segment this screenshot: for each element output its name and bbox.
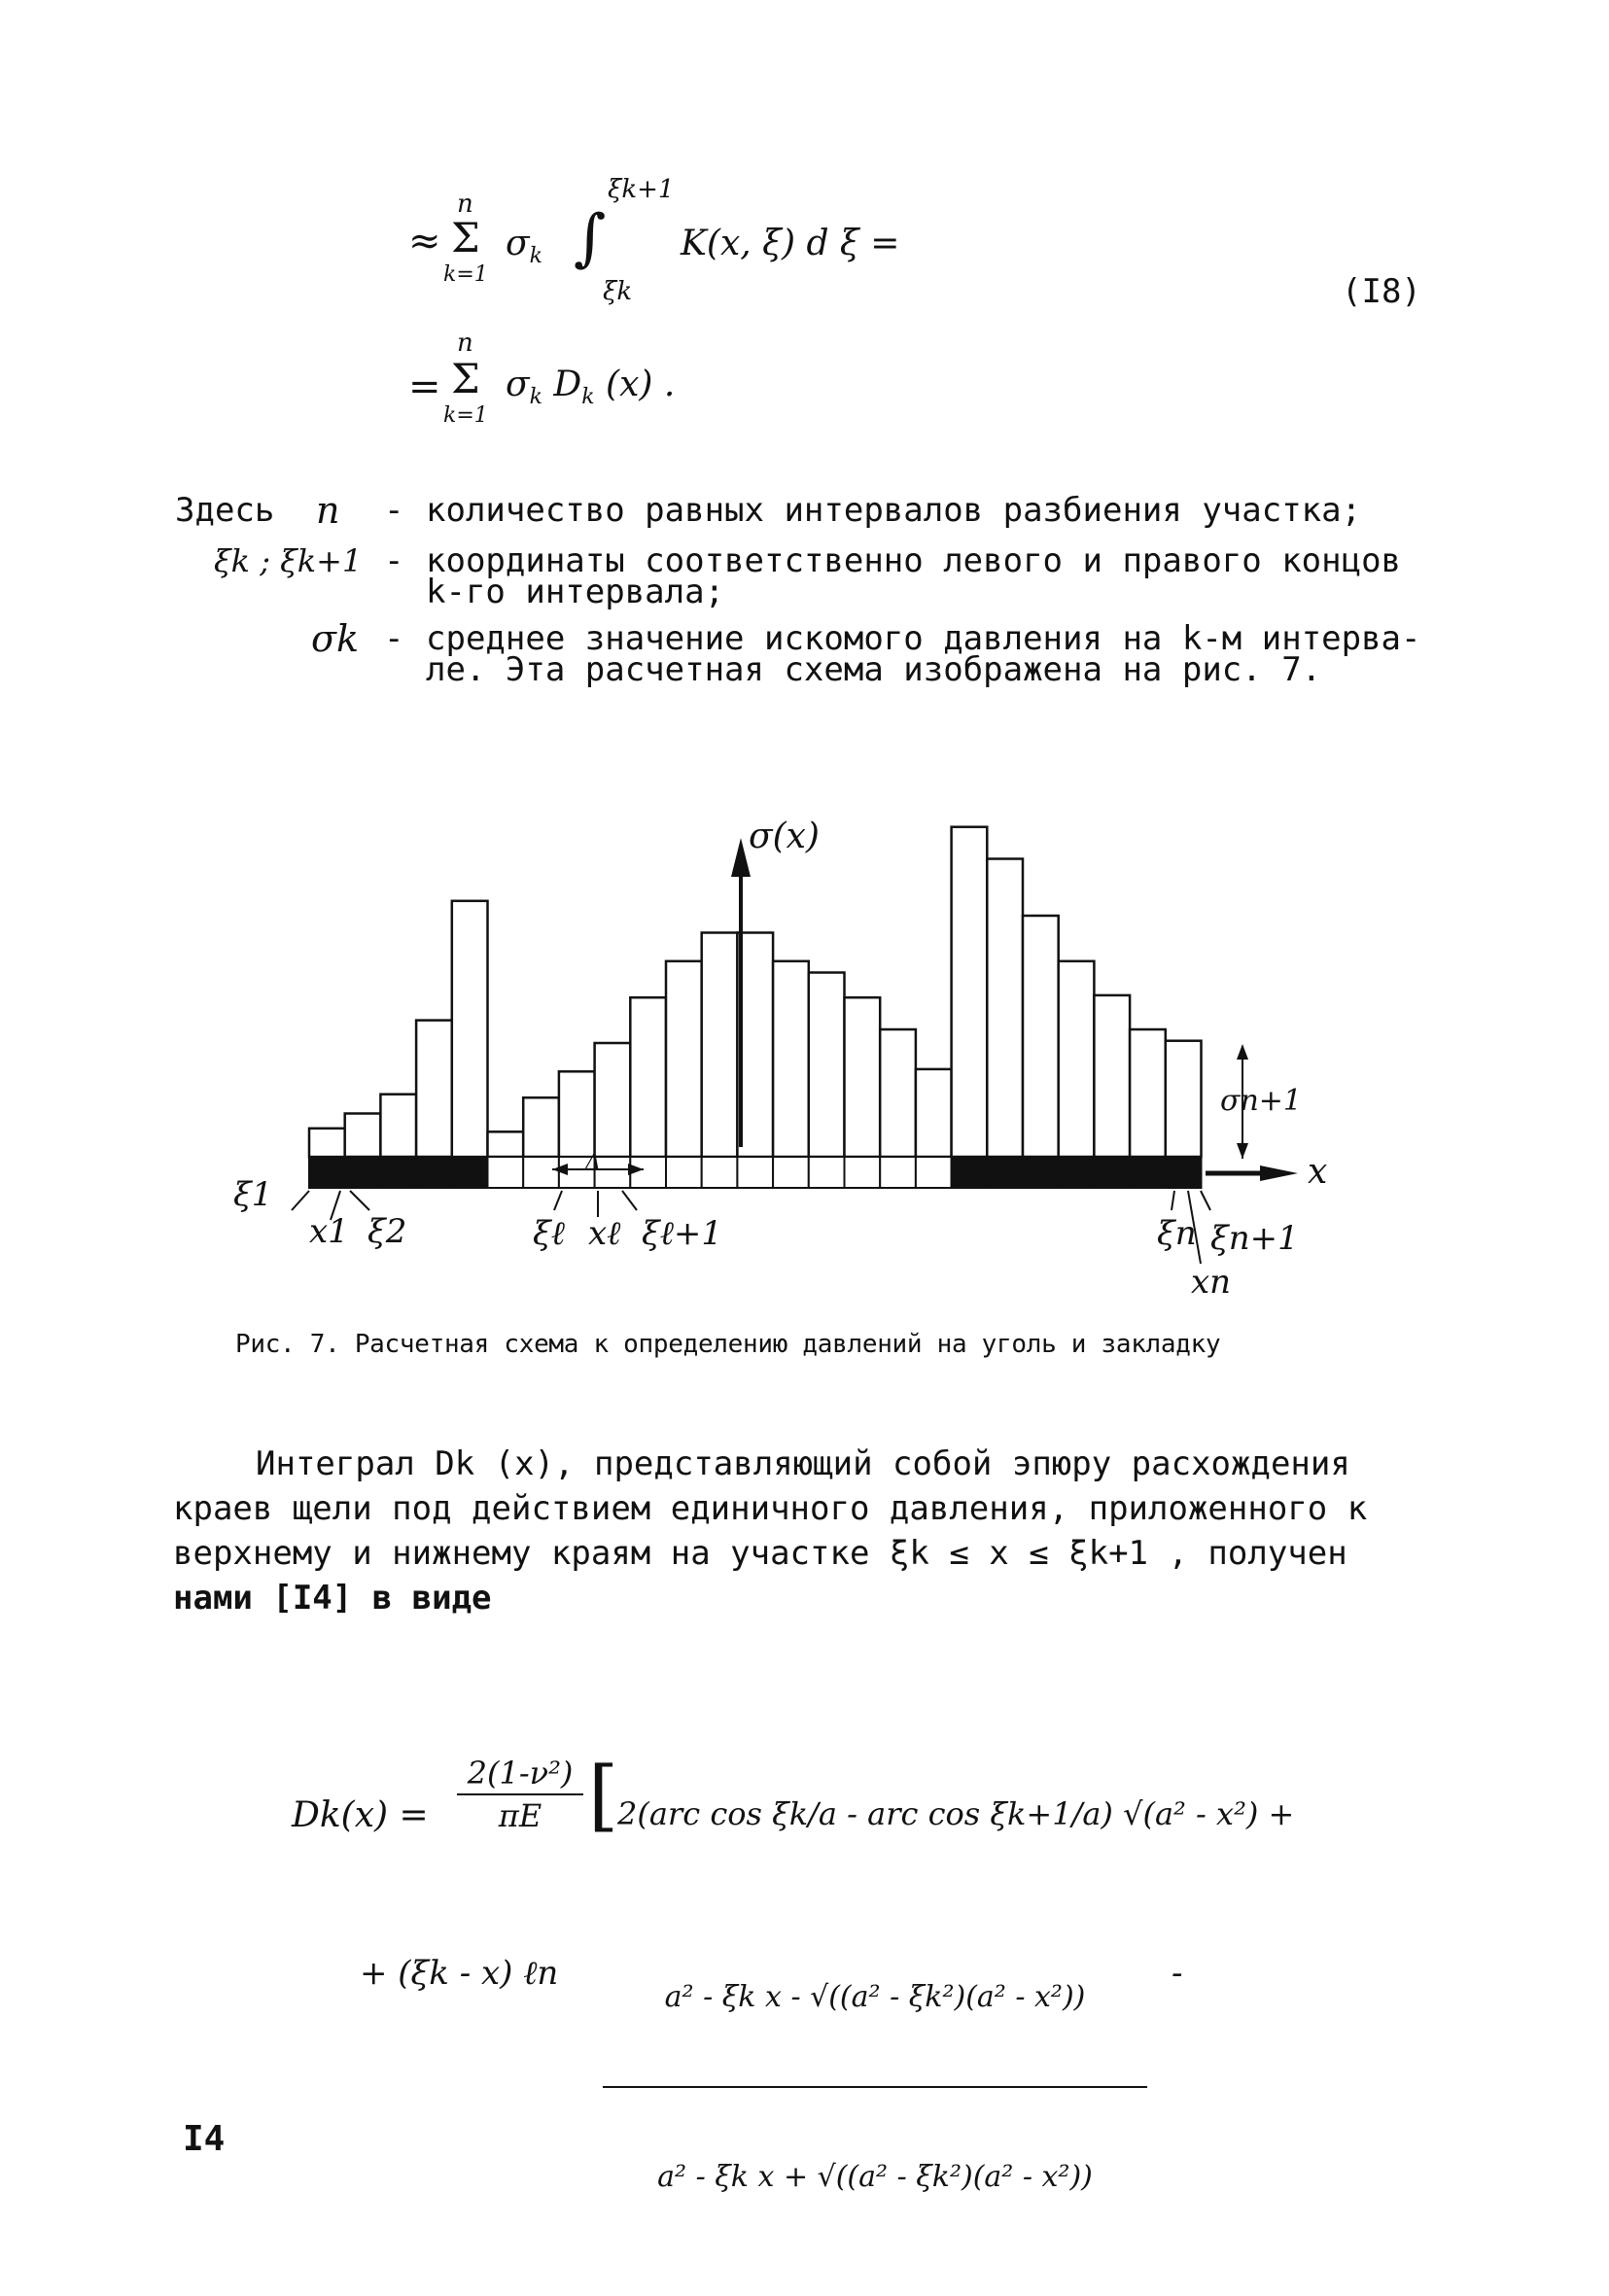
pressure-bar — [523, 1097, 559, 1157]
label-xil1: ξℓ+1 — [642, 1214, 723, 1253]
label-xi2: ξ2 — [367, 1212, 407, 1251]
sigma-n1-label: σn+1 — [1220, 1084, 1303, 1118]
sum-sign-2: Σ — [451, 355, 480, 402]
figure-caption: Рис. 7. Расчетная схема к определению давлений на уголь и закладку — [235, 1330, 1221, 1359]
fraction-denominator: πE — [498, 1797, 542, 1834]
definitions-lead: Здесь — [175, 491, 275, 530]
pressure-bar — [702, 933, 738, 1158]
seam-strip — [309, 1157, 1202, 1188]
sum-body: $\sigma_k$ $D_k$ (x) . — [506, 365, 676, 410]
coal-strip-cell — [952, 1157, 988, 1188]
y-axis-arrow — [731, 838, 751, 877]
paragraph-line-1: Интеграл Dk (x), представляющий собой эпюру расхождения — [256, 1444, 1350, 1483]
page-number: I4 — [183, 2119, 226, 2159]
delta-label: Δ — [585, 1151, 601, 1175]
backfill-strip-cell — [773, 1157, 809, 1188]
formula-D-fraction — [457, 1755, 583, 1834]
formula-D-line1: 2(arc cos ξk/a - arc cos ξk+1/a) √(a² - x²) + — [617, 1795, 1295, 1832]
coal-strip-cell — [1166, 1157, 1202, 1188]
x-axis-label: x — [1308, 1152, 1328, 1192]
coal-strip-cell — [452, 1157, 488, 1188]
pressure-bar — [845, 997, 881, 1157]
integral-upper: ξk+1 — [608, 175, 675, 204]
sum-upper-limit: n — [457, 190, 473, 219]
definition-text-n: количество равных интервалов разбиения участка; — [426, 491, 1362, 530]
label-xn: xn — [1191, 1263, 1232, 1302]
label-xil: ξℓ — [533, 1214, 565, 1253]
paragraph — [173, 1444, 1437, 1618]
formula-D — [292, 1745, 1458, 2194]
equation-18: ≈ n Σ k=1 $\sigma_k$ ∫ ξk+1 ξk K(x, ξ) d ξ = = n Σ k=1 $\sigma_k$ $D_k$ (x) . (I8) — [408, 175, 1421, 428]
pressure-bar — [630, 997, 666, 1157]
definition-text-sigma-2: ле. Эта расчетная схема изображена на рис. 7. — [426, 650, 1322, 689]
pressure-bar — [488, 1131, 524, 1157]
pressure-bar — [452, 901, 488, 1157]
pressure-bar — [666, 961, 702, 1157]
label-xl: xℓ — [588, 1214, 621, 1253]
pressure-bar — [380, 1095, 416, 1157]
sum-lower-limit: k=1 — [443, 262, 488, 287]
pressure-bar — [880, 1029, 916, 1157]
paragraph-line-3: верхнему и нижнему краям на участке ξk ≤ x ≤ ξk+1 , получен — [173, 1534, 1347, 1573]
x-axis-arrow — [1260, 1165, 1298, 1181]
formula-D-line2-lead: + (ξk - x) ℓn — [360, 1954, 559, 1993]
y-axis-label: σ(x) — [749, 817, 820, 856]
formula-D-line2-tail: - — [1172, 1954, 1183, 1993]
definition-symbol-n: n — [316, 489, 340, 532]
pressure-bars — [309, 827, 1202, 1157]
pressure-bar — [309, 1129, 345, 1157]
pressure-bar — [1130, 1029, 1166, 1157]
coal-strip-cell — [1130, 1157, 1166, 1188]
backfill-strip-cell — [845, 1157, 881, 1188]
coal-strip-cell — [1094, 1157, 1130, 1188]
definition-symbol-sigma: σk — [311, 617, 359, 660]
backfill-strip-cell — [916, 1157, 952, 1188]
coal-strip-cell — [380, 1157, 416, 1188]
integral-sign: ∫ — [574, 202, 607, 274]
log-numerator: a² - ξk x - √((a² - ξk²)(a² - x²)) — [664, 1980, 1086, 2014]
definition-dash: - — [384, 491, 404, 530]
backfill-strip-cell — [809, 1157, 845, 1188]
backfill-strip-cell — [488, 1157, 524, 1188]
coal-strip-cell — [416, 1157, 452, 1188]
formula-D-log-fraction — [603, 1912, 1147, 2262]
pressure-bar — [1094, 995, 1130, 1157]
bracket-open: [ — [588, 1750, 619, 1840]
label-xi1: ξ1 — [233, 1175, 273, 1214]
definition-text-xi-1: координаты соответственно левого и правого концов — [426, 541, 1402, 580]
sigma-k: $\sigma_k$ — [506, 224, 542, 269]
pressure-bar — [773, 961, 809, 1157]
pressure-bar — [416, 1021, 452, 1157]
pressure-bar — [1059, 961, 1095, 1157]
definition-text-xi-2: k-го интервала; — [426, 573, 725, 611]
coal-strip-cell — [1023, 1157, 1059, 1188]
equals-sign: = — [408, 365, 441, 409]
definition-text-sigma-1: среднее значение искомого давления на k-м интерва- — [426, 619, 1421, 658]
log-denominator: a² - ξk x + √((a² - ξk²)(a² - x²)) — [657, 2160, 1093, 2194]
label-x1: x1 — [309, 1212, 349, 1251]
paragraph-line-2: краев щели под действием единичного давления, приложенного к — [173, 1489, 1368, 1528]
pressure-bar — [1166, 1041, 1202, 1157]
coal-strip-cell — [987, 1157, 1023, 1188]
integral-lower: ξk — [603, 277, 633, 306]
pressure-bar — [559, 1071, 595, 1157]
coal-strip-cell — [345, 1157, 381, 1188]
pressure-bar — [987, 859, 1023, 1158]
formula-D-lhs: Dk(x) = — [292, 1795, 429, 1835]
backfill-strip-cell — [737, 1157, 773, 1188]
backfill-strip-cell — [523, 1157, 559, 1188]
sum-sign: Σ — [451, 214, 480, 261]
label-xin: ξn — [1157, 1214, 1197, 1253]
fraction-numerator: 2(1-ν²) — [467, 1755, 574, 1792]
pressure-bar — [345, 1114, 381, 1158]
paragraph-line-4: нами [I4] в виде — [173, 1579, 492, 1618]
definition-symbol-xi: ξk ; ξk+1 — [214, 542, 363, 579]
backfill-strip-cell — [880, 1157, 916, 1188]
approx-sign: ≈ — [408, 219, 441, 263]
pressure-bar — [809, 973, 845, 1158]
pressure-bar — [952, 827, 988, 1157]
pressure-bar — [916, 1069, 952, 1157]
coal-strip-cell — [1059, 1157, 1095, 1188]
backfill-strip-cell — [666, 1157, 702, 1188]
label-xin1: ξn+1 — [1210, 1219, 1299, 1258]
pressure-bar — [1023, 916, 1059, 1157]
pressure-bar — [595, 1043, 631, 1157]
backfill-strip-cell — [702, 1157, 738, 1188]
integrand: K(x, ξ) d ξ = — [681, 224, 900, 263]
coal-strip-cell — [309, 1157, 345, 1188]
equation-number: (I8) — [1342, 272, 1421, 311]
